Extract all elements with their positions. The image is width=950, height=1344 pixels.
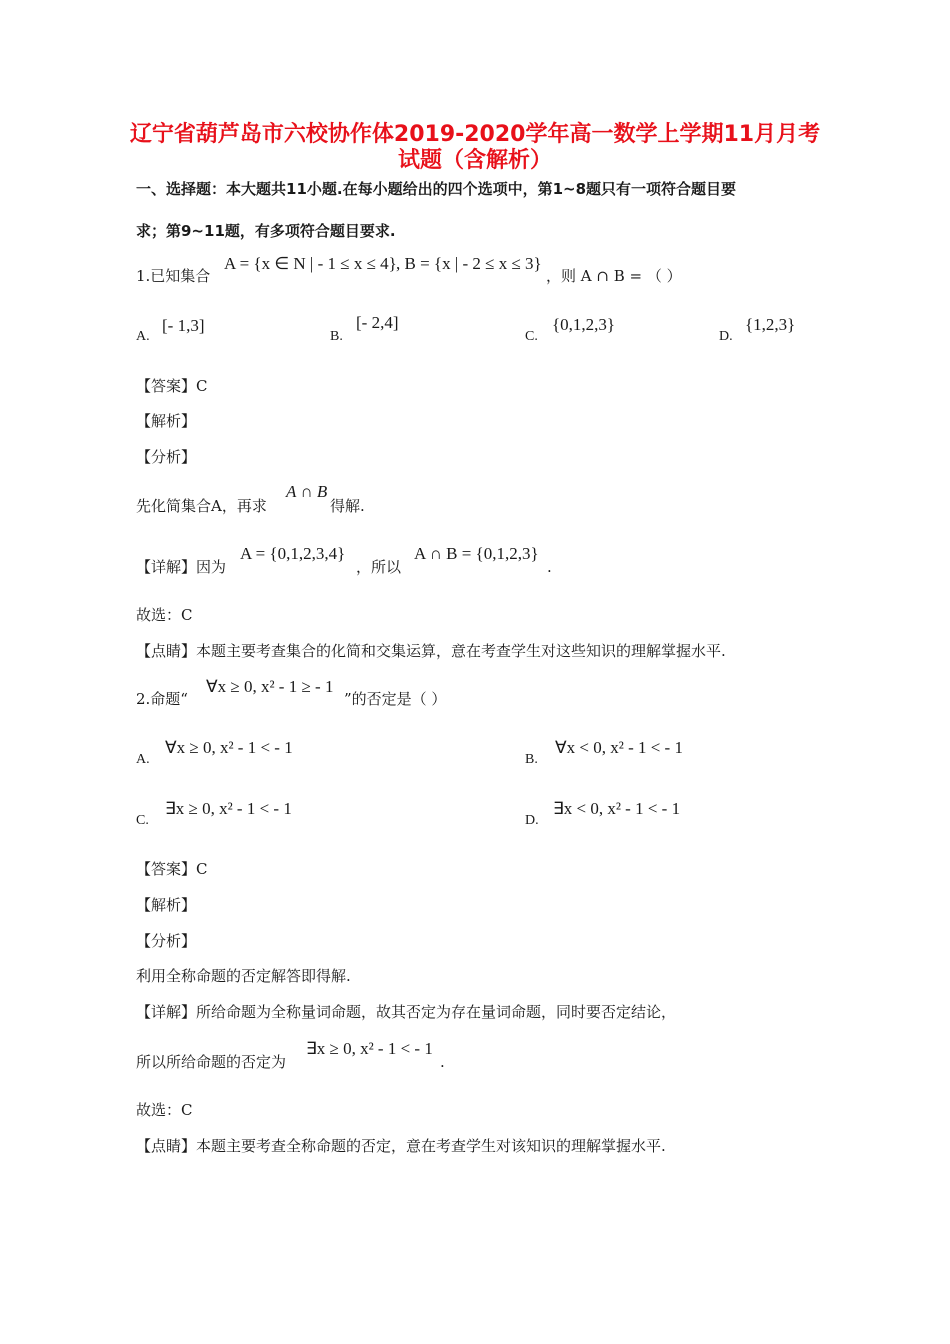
q1-set-b: , B = {x | - 2 ≤ x ≤ 3} xyxy=(396,254,542,273)
q2-fenxi-label: 【分析】 xyxy=(136,932,197,950)
q2-option-d-value: ∃x < 0, x² - 1 < - 1 xyxy=(553,799,681,818)
q1-detail-math1: A = {0,1,2,3,4} xyxy=(240,544,346,563)
q2-option-c-letter: C. xyxy=(136,813,149,828)
q2-suffix: ”的否定是（ ） xyxy=(344,690,447,708)
q1-jiexi: 【解析】 xyxy=(136,412,197,430)
q1-fenxi-label: 【分析】 xyxy=(136,448,197,466)
q2-option-b-letter: B. xyxy=(525,752,538,767)
q1-fenxi-math: A ∩ B xyxy=(286,482,328,501)
q2-choose: 故选：C xyxy=(136,1101,193,1119)
q2-prefix: 2.命题“ xyxy=(136,690,188,708)
q2-option-a-letter: A. xyxy=(136,752,150,767)
q1-choose: 故选：C xyxy=(136,606,193,624)
q2-detail-pre: 所以所给命题的否定为 xyxy=(136,1053,287,1071)
q2-option-d-letter: D. xyxy=(525,813,539,828)
q1-set-a: A = {x ∈ N | - 1 ≤ x ≤ 4} xyxy=(224,254,397,273)
q1-answer: 【答案】C xyxy=(136,377,208,395)
q2-option-a-value: ∀x ≥ 0, x² - 1 < - 1 xyxy=(165,738,293,757)
section-heading-line2: 求；第9~11题，有多项符合题目要求. xyxy=(136,222,396,240)
q1-option-d-letter: D. xyxy=(719,329,733,344)
q1-suffix: ，则 A ∩ B = （ ） xyxy=(546,267,682,285)
q2-option-c-value: ∃x ≥ 0, x² - 1 < - 1 xyxy=(165,799,292,818)
q1-detail-pre: 【详解】因为 xyxy=(136,558,227,576)
q1-prefix: 1.已知集合 xyxy=(136,267,211,285)
document-title-line2: 试题（含解析） xyxy=(397,148,552,173)
q1-option-a-value: [- 1,3] xyxy=(162,316,205,335)
q2-answer: 【答案】C xyxy=(136,860,208,878)
q1-option-b-letter: B. xyxy=(330,329,343,344)
q2-option-b-value: ∀x < 0, x² - 1 < - 1 xyxy=(555,738,683,757)
q2-detail-end: . xyxy=(440,1053,445,1071)
q2-fenxi-text: 利用全称命题的否定解答即得解. xyxy=(136,967,351,985)
q2-comment: 【点睛】本题主要考查全称命题的否定，意在考查学生对该知识的理解掌握水平. xyxy=(136,1137,666,1155)
q1-option-c-letter: C. xyxy=(525,329,538,344)
q1-detail-mid: ，所以 xyxy=(356,558,402,576)
q1-option-d-value: {1,2,3} xyxy=(745,315,796,334)
q1-option-b-value: [- 2,4] xyxy=(356,313,399,332)
q2-detail-line1: 【详解】所给命题为全称量词命题，故其否定为存在量词命题，同时要否定结论， xyxy=(136,1003,677,1021)
q1-fenxi-post: 得解. xyxy=(330,497,365,515)
q1-comment: 【点睛】本题主要考查集合的化简和交集运算，意在考查学生对这些知识的理解掌握水平. xyxy=(136,642,726,660)
q1-detail-math2: A ∩ B = {0,1,2,3} xyxy=(414,544,539,563)
q2-proposition: ∀x ≥ 0, x² - 1 ≥ - 1 xyxy=(206,677,334,696)
document-title-line1: 辽宁省葫芦岛市六校协作体2019-2020学年高一数学上学期11月月考 xyxy=(129,122,821,147)
q1-detail-end: . xyxy=(547,558,552,576)
q2-jiexi: 【解析】 xyxy=(136,896,197,914)
q1-option-a-letter: A. xyxy=(136,329,150,344)
section-heading-line1: 一、选择题：本大题共11小题.在每小题给出的四个选项中，第1~8题只有一项符合题目要 xyxy=(136,180,737,198)
q1-fenxi-pre: 先化简集合A，再求 xyxy=(136,497,267,515)
q1-option-c-value: {0,1,2,3} xyxy=(552,315,616,334)
q2-detail-math: ∃x ≥ 0, x² - 1 < - 1 xyxy=(306,1039,433,1058)
